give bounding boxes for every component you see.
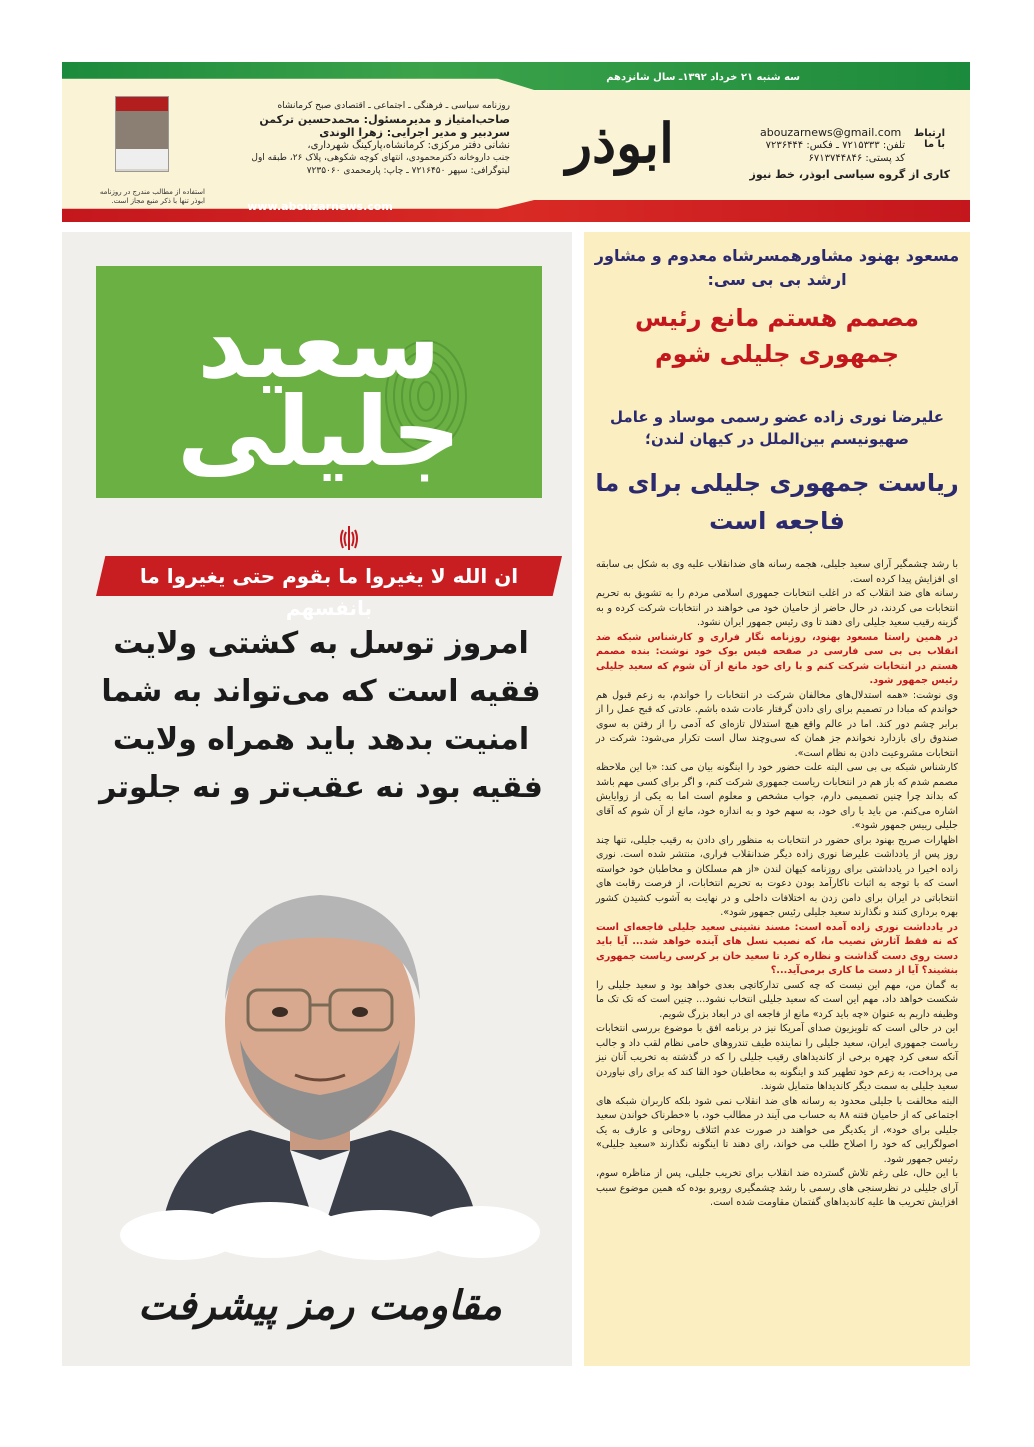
contact-phone: تلفن: ۷۲۱۵۳۳۳ ـ فکس: ۷۲۳۶۴۴۴ bbox=[765, 140, 905, 151]
article-body bbox=[596, 558, 958, 1211]
quran-verse: ان الله لا یغیروا ما بقوم حتی یغیروا ما بانفسهم bbox=[139, 564, 519, 620]
article-paragraph: اظهارات صریح بهنود برای حضور در انتخابات به منظور رای دادن به رقیب جلیلی، تنها چند روز پس از یادداشت علیرضا نوری زاده دیگر ضدانقلاب فراری، منتشر شده است. نوری زاده اخیرا در یادداشتی برای روزنامه کیهان لندن «از هم مسلکان و مخاطبان خود خواسته است که با توجه به اثبات ناکارآمد بودن دعوت به تحریم انتخابات، از فرصت رقابت های انتخاباتی در ایران برای دامن زدن به اختلافات داخلی و در نهایت به آشوب کشیدن کشور بهره برداری کنند و نگذارند سعید جلیلی رئیس جمهور شود». bbox=[596, 834, 958, 918]
article-paragraph: با این حال، علی رغم تلاش گسترده ضد انقلاب برای تخریب جلیلی، پس از مناظره سوم، آرای جلیلی در نظرسنجی های رسمی با رشد چشمگیری روبرو بوده که همین موضوع سبب افزایش تخریب ها علیه کاندیداهای گفتمان مقاومت شده است. bbox=[596, 1168, 958, 1208]
article-headline-2: ریاست جمهوری جلیلی برای ما فاجعه است bbox=[595, 469, 959, 535]
quote-line: امنیت بدهد باید همراه ولایت bbox=[112, 722, 530, 757]
article-headline-1: مصمم هستم مانع رئیس جمهوری جلیلی شوم bbox=[635, 304, 919, 368]
article-paragraph: وی نوشت: «همه استدلال‌های مخالفان شرکت در انتخابات را خواندم، به زعم قبول هم خواندم که مبادا در تصمیم برای رای دادن گرفتار عادت شده باشم. عادتی که قبح عمل را از برابر چشم دور کند. اما در عالم واقع هیچ استدلال تازه‌ای که آدمی را از رفتن به سوی صندوق رای بازدارد نخواندم جز همان که سی‌وچند سال است تکرار می‌شود: شرکت در انتخابات مشروعیت دادن به نظام است». bbox=[596, 689, 958, 759]
issue-date: سه شنبه ۲۱ خرداد ۱۳۹۲ـ سال شانزدهم bbox=[606, 72, 800, 83]
tagline: کاری از گروه سیاسی ابوذر، خط نیوز bbox=[749, 168, 950, 181]
iran-emblem-icon bbox=[337, 524, 361, 552]
masthead-line: جنب داروخانه دکترمحمودی، انتهای کوچه شکوهی، پلاک ۲۶، طبقه اول bbox=[251, 153, 510, 163]
article-highlight: در یادداشت نوری زاده آمده است: مسند نشینی سعید جلیلی فاجعه‌ای است که نه فقط آثارش نصیب ما، که نصیب نسل های آینده خواهد شد... آیا باید دست روی دست گذاشت و نظاره کرد تا سعید خان بر کرسی ریاست جمهوری بنشیند؟ آیا از دست ما کاری برمی‌آید...؟ bbox=[596, 921, 958, 976]
campaign-slogan: مقاومت رمز پیشرفت bbox=[138, 1282, 502, 1329]
masthead-line: لیتوگرافی: سپهر ۷۲۱۶۴۵۰ ـ چاپ: پارمحمدی ۷۲۳۵۰۶۰ bbox=[306, 166, 510, 176]
masthead-line: سردبیر و مدیر اجرایی: زهرا الوندی bbox=[319, 126, 510, 139]
cloud-decoration bbox=[120, 1200, 540, 1260]
quote-line: فقیه بود نه عقب‌تر و نه جلوتر bbox=[99, 770, 543, 805]
quote-line: فقیه است که می‌تواند به شما bbox=[101, 674, 541, 709]
article-paragraph: این در حالی است که تلویزیون صدای آمریکا نیز در برنامه افق با موضوع بررسی انتخابات ریاست جمهوری ایران، سعید جلیلی را نماینده طیف تندروهای حامی نظام لقب داد و جالب آنکه سعی کرد چهره برخی از کاندیداهای رقیب جلیلی را که در گذشته به تخریب آنان نیز می پرداخت، به زعم خود تطهیر کند و اینگونه به مخاطبان خود القا کند که برای رای نیاوردن سعید جلیلی به سمت دیگر کاندیداها متمایل شوند. bbox=[596, 1023, 958, 1092]
copyright-note: استفاده از مطالب مندرج در روزنامه ابوذر تنها با ذکر منبع مجاز است. bbox=[99, 188, 205, 205]
article-kicker-1: مسعود بهنود مشاورهمسرشاه معدوم و مشاور ارشد بی بی سی: bbox=[594, 246, 960, 289]
masthead-line: روزنامه سیاسی ـ فرهنگی ـ اجتماعی ـ اقتصادی صبح کرمانشاه bbox=[277, 101, 510, 111]
article-paragraph: به گمان من، مهم این نیست که چه کسی تدارکاتچی بعدی خواهد بود و سعید جلیلی را شکست خواهد داد، مهم این است که سعید جلیلی انتخاب نشود... چنین است که تک تک ما وظیفه داریم به عنوان «چه باید کرد» مانع از فاجعه ای در ابعاد بزرگ شویم. bbox=[596, 979, 958, 1020]
leader-quote bbox=[76, 620, 566, 812]
article-paragraph: با رشد چشمگیر آرای سعید جلیلی، هجمه رسانه های ضدانقلاب علیه وی به شکل بی سابقه ای افزایش پیدا کرده است. bbox=[596, 559, 958, 585]
contact-postal: کد پستی: ۶۷۱۳۷۴۴۸۴۶ bbox=[808, 153, 905, 164]
article-highlight: در همین راستا مسعود بهنود، روزنامه نگار فراری و کارشناس شبکه ضد انقلاب بی بی سی فارسی در صفحه فیس بوک خود نوشت: بنده مصمم هستم در انتخابات شرکت کنم و با رای خود مانع از آن شوم که سعید جلیلی رئیس جمهور شود. bbox=[596, 631, 958, 686]
quote-line: امروز توسل به کشتی ولایت bbox=[113, 626, 529, 661]
website-link[interactable]: www.abouzarnews.com bbox=[247, 200, 393, 213]
masthead-line: صاحب‌امتیاز و مدیرمسئول: محمدحسین ترکمن bbox=[259, 113, 510, 126]
contact-email[interactable]: abouzarnews@gmail.com bbox=[760, 126, 902, 139]
candidate-last-name: جلیلی bbox=[177, 376, 461, 488]
candidate-first-name: سعید bbox=[197, 288, 441, 400]
contact-label: ارتباط با ما bbox=[913, 128, 945, 150]
article-paragraph: کارشناس شبکه بی بی سی البته علت حضور خود را اینگونه بیان می کند: «با این ملاحظه مصمم شدم که باز هم در انتخابات ریاست جمهوری شرکت کنم، و اگر برای کسی مهم باشد که بداند چرا چنین تصمیمی دارم، جواب مشخص و معلوم است اما به یکی از زوایایش اشاره می‌کنم. من باید با رای خود، به سهم خود و به اندازه خود، مانع از آن شوم که آقای جلیلی رییس جمهور شود». bbox=[596, 762, 958, 831]
newspaper-logo: ابوذر bbox=[565, 111, 675, 175]
candidate-portrait bbox=[130, 850, 510, 1240]
masthead-info bbox=[200, 100, 510, 178]
article-kicker-2: علیرضا نوری زاده عضو رسمی موساد و عامل صهیونیسم بین‌الملل در کیهان لندن؛ bbox=[610, 408, 944, 448]
article-paragraph: رسانه های ضد انقلاب که در اغلب انتخابات جمهوری اسلامی مردم را به تشویق به تحریم انتخابات می کردند، در حال حاضر از حامیان خود می خواهند در انتخابات شرکت کرده و به گزینه رقیب سعید جلیلی رای دهند تا وی رئیس جمهور ایران نشود. bbox=[596, 588, 958, 628]
masthead-line: نشانی دفتر مرکزی: کرمانشاه،پارکینگ شهرداری، bbox=[307, 140, 510, 151]
front-page-thumbnail bbox=[115, 96, 169, 172]
article-paragraph: البته مخالفت با جلیلی محدود به رسانه های ضد انقلاب نمی شود بلکه کاربران شبکه های اجتماعی که از حامیان فتنه ۸۸ به حساب می آیند در مطالب خود، با «خطرناک خواندن سعید جلیلی برای خود»، از یکدیگر می خواهند در صورت عدم ائتلاف روحانی و عارف به یک اصولگرایی که خود را اصلاح طلب می خواند، رای دهند تا اینگونه نگذارند «سعید جلیلی» رئیس جمهور شود. bbox=[596, 1095, 958, 1165]
